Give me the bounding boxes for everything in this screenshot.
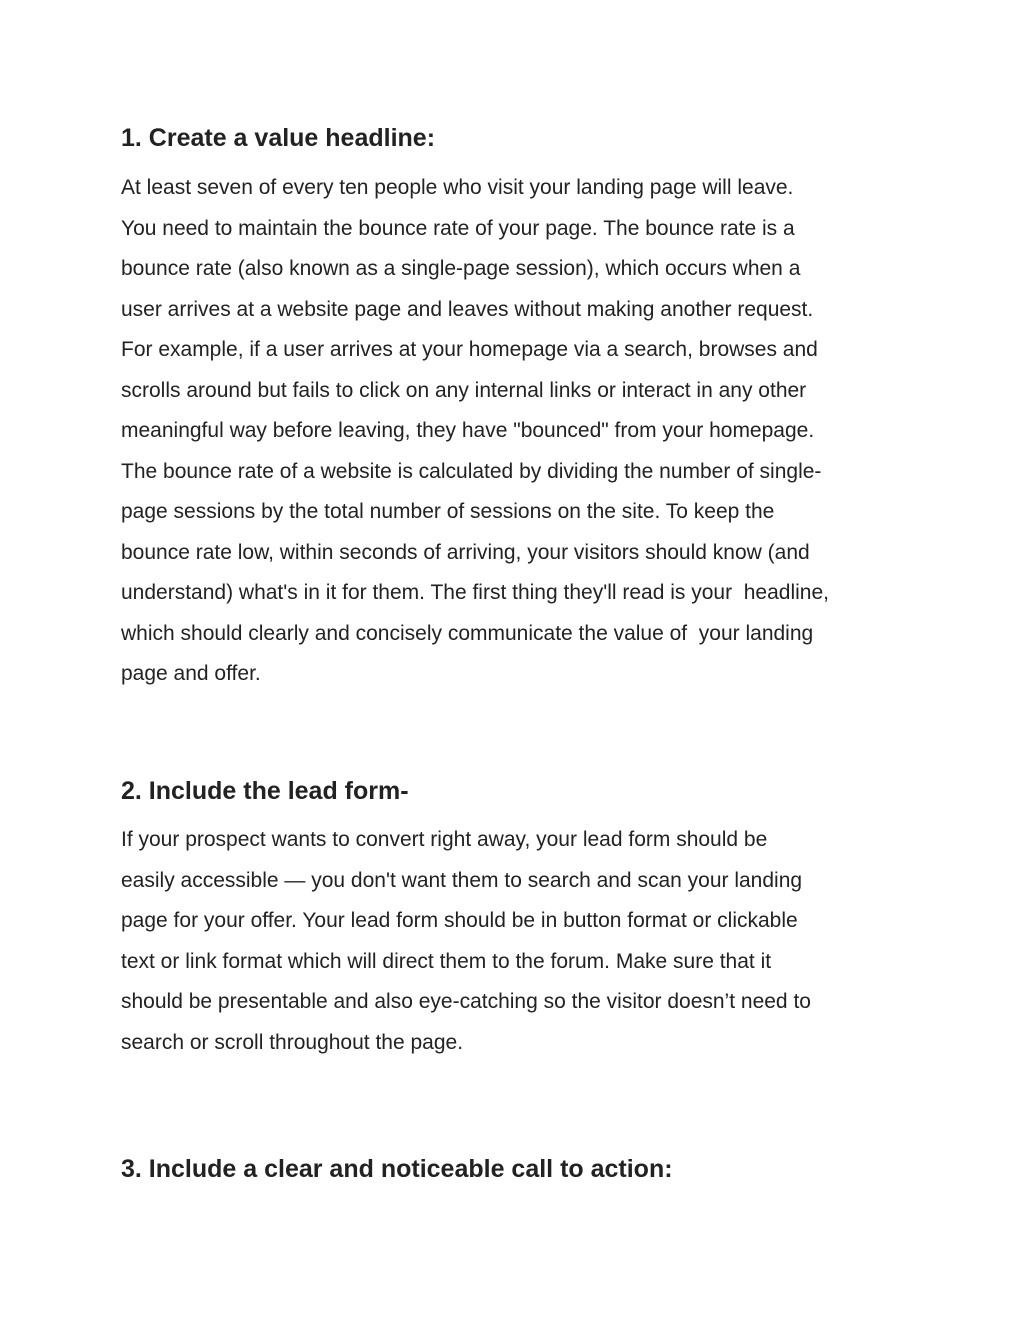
body-line: page for your offer. Your lead form should be in button format or clickable — [121, 909, 798, 932]
body-line: For example, if a user arrives at your homepage via a search, browses and — [121, 338, 818, 361]
body-line: search or scroll throughout the page. — [121, 1030, 464, 1054]
body-line: page and offer. — [121, 662, 261, 685]
section-body-lead-form — [121, 820, 811, 1063]
body-line: text or link format which will direct them to the forum. Make sure that it — [121, 949, 772, 973]
body-line: bounce rate (also known as a single-page session), which occurs when a — [121, 257, 801, 280]
body-line: meaningful way before leaving, they have "bounced" from your homepage. — [121, 419, 815, 442]
section-heading-value-headline: 1. Create a value headline: — [121, 124, 436, 152]
body-line: The bounce rate of a website is calculated by dividing the number of single- — [121, 459, 822, 483]
body-line: page sessions by the total number of sessions on the site. To keep the — [121, 500, 775, 523]
section-heading-call-to-action: 3. Include a clear and noticeable call to action: — [121, 1155, 673, 1183]
body-line: You need to maintain the bounce rate of your page. The bounce rate is a — [121, 216, 795, 240]
section-body-value-headline — [121, 168, 829, 695]
body-line: which should clearly and concisely communicate the value of your landing — [121, 621, 814, 645]
body-line: understand) what's in it for them. The first thing they'll read is your headline, — [121, 581, 829, 604]
body-line: scrolls around but fails to click on any internal links or interact in any other — [121, 378, 807, 402]
body-line: At least seven of every ten people who visit your landing page will leave. — [121, 176, 794, 199]
body-line: If your prospect wants to convert right away, your lead form should be — [121, 828, 768, 851]
body-line: easily accessible — you don't want them to search and scan your landing — [121, 868, 803, 892]
body-line: user arrives at a website page and leaves without making another request. — [121, 297, 814, 321]
body-line: bounce rate low, within seconds of arriving, your visitors should know (and — [121, 540, 810, 564]
body-line: should be presentable and also eye-catching so the visitor doesn’t need to — [121, 990, 811, 1013]
section-heading-lead-form: 2. Include the lead form- — [121, 777, 409, 805]
